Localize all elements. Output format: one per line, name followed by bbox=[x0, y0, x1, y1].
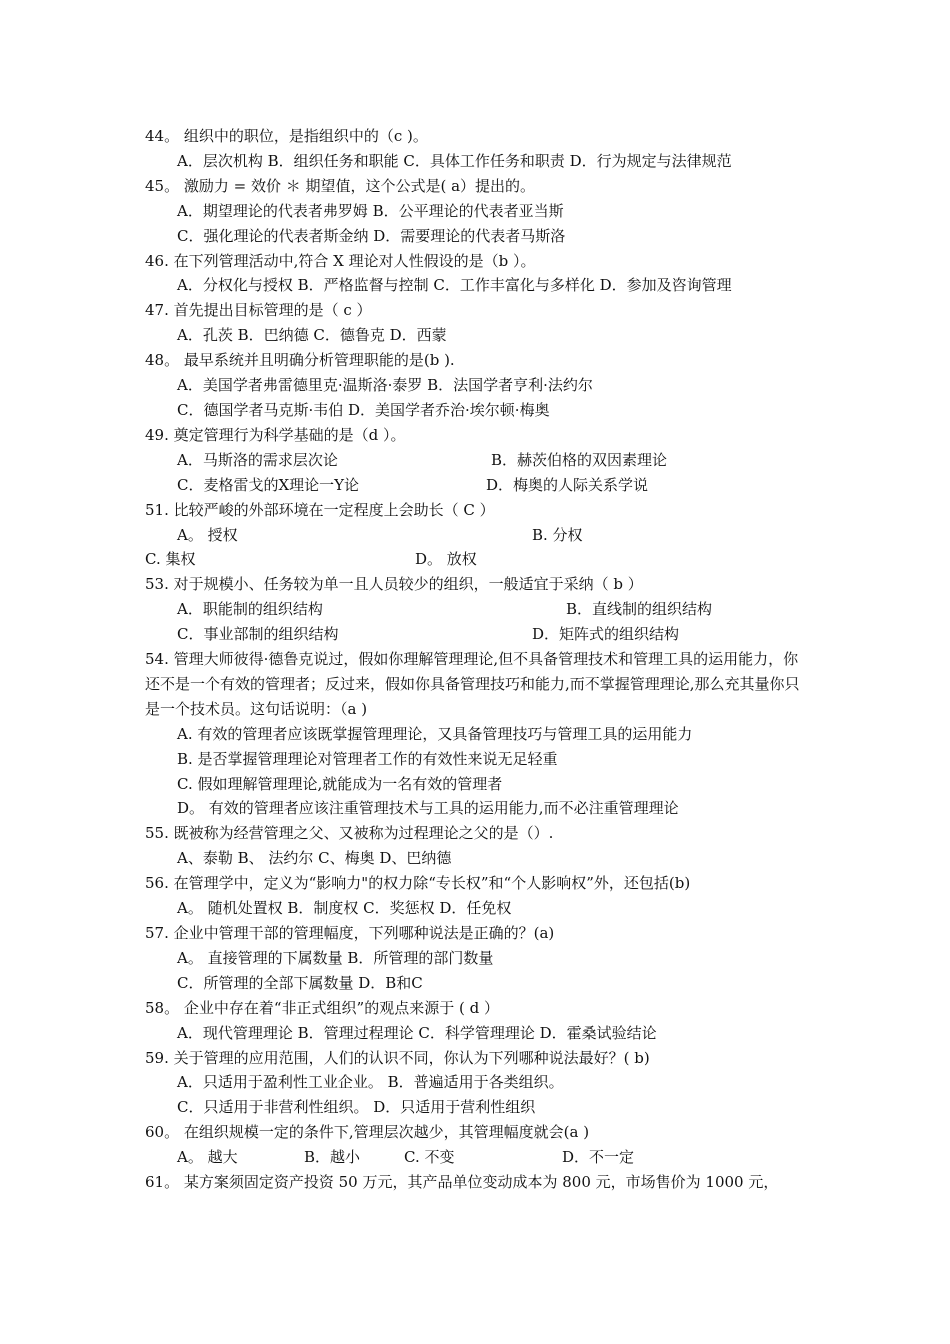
q48-stem: 48。 最早系统并且明确分析管理职能的是(b ). bbox=[145, 351, 455, 370]
q51-option-b: B. 分权 bbox=[532, 525, 583, 544]
q51-option-d: D。 放权 bbox=[415, 550, 477, 569]
q60-option-c: C. 不变 bbox=[404, 1148, 455, 1167]
q49-option-d: D．梅奥的人际关系学说 bbox=[486, 475, 649, 494]
q53-option-c: C．事业部制的组织结构 bbox=[177, 625, 339, 644]
q46-stem: 46. 在下列管理活动中,符合 X 理论对人性假设的是（b ）。 bbox=[145, 251, 536, 270]
q48-options-line-1: A．美国学者弗雷德里克·温斯洛·泰罗 B．法国学者亨利·法约尔 bbox=[177, 376, 593, 395]
q45-stem: 45。 激励力 = 效价 ＊ 期望值，这个公式是( a）提出的。 bbox=[145, 176, 536, 195]
q51-option-a: A。 授权 bbox=[177, 525, 238, 544]
q49-options-row-1 bbox=[145, 448, 810, 473]
q58-options: A．现代管理理论 B．管理过程理论 C．科学管理理论 D．霍桑试验结论 bbox=[177, 1023, 657, 1042]
q57-options-line-1: A。 直接管理的下属数量 B．所管理的部门数量 bbox=[177, 948, 494, 967]
q55-options: A、泰勒 B、 法约尔 C、梅奥 D、巴纳德 bbox=[177, 849, 452, 868]
q49-option-c: C．麦格雷戈的Ⅹ理论一Y论 bbox=[177, 475, 360, 494]
q56-stem: 56. 在管理学中，定义为“影响力"的权力除“专长权”和“个人影响权”外，还包括(b) bbox=[145, 874, 691, 893]
q49-option-a: A．马斯洛的需求层次论 bbox=[177, 450, 338, 469]
q54-option-a: A. 有效的管理者应该既掌握管理理论，又具备管理技巧与管理工具的运用能力 bbox=[177, 724, 693, 743]
q53-option-d: D．矩阵式的组织结构 bbox=[532, 625, 680, 644]
q51-options-row-1 bbox=[145, 523, 810, 548]
q47-options: A．孔茨 B．巴纳德 C．德鲁克 D．西蒙 bbox=[177, 326, 447, 345]
document-page bbox=[145, 124, 810, 1195]
q51-stem: 51. 比较严峻的外部环境在一定程度上会助长（ C ） bbox=[145, 500, 495, 519]
q54-option-d: D。 有效的管理者应该注重管理技术与工具的运用能力,而不必注重管理理论 bbox=[177, 799, 679, 818]
q53-options-row-2 bbox=[145, 622, 810, 647]
q49-option-b: B．赫茨伯格的双因素理论 bbox=[491, 450, 668, 469]
q48-options-line-2: C．德国学者马克斯·韦伯 D．美国学者乔治·埃尔顿·梅奥 bbox=[177, 400, 550, 419]
q53-options-row-1 bbox=[145, 597, 810, 622]
q54-option-c: C. 假如理解管理理论,就能成为一名有效的管理者 bbox=[177, 774, 503, 793]
q60-option-d: D．不一定 bbox=[562, 1148, 635, 1167]
q57-options-line-2: C．所管理的全部下属数量 D．B和C bbox=[177, 973, 423, 992]
q46-options: A．分权化与授权 B．严格监督与控制 C．工作丰富化与多样化 D．参加及咨询管理 bbox=[177, 276, 732, 295]
q51-options-row-2 bbox=[145, 547, 810, 572]
q44-options: A．层次机构 B．组织任务和职能 C．具体工作任务和职责 D．行为规定与法律规范 bbox=[177, 151, 732, 170]
q55-stem: 55. 既被称为经营管理之父、又被称为过程理论之父的是（）. bbox=[145, 824, 554, 843]
q59-options-line-2: C．只适用于非营利性组织。 D．只适用于营利性组织 bbox=[177, 1098, 536, 1117]
q56-options: A。 随机处置权 B．制度权 C．奖惩权 D．任免权 bbox=[177, 899, 512, 918]
q61-stem: 61。 某方案须固定资产投资 50 万元，其产品单位变动成本为 800 元，市场售价为 1000 元， bbox=[145, 1173, 779, 1192]
q54-option-b: B. 是否掌握管理理论对管理者工作的有效性来说无足轻重 bbox=[177, 749, 558, 768]
q49-stem: 49. 奠定管理行为科学基础的是（d ）。 bbox=[145, 425, 406, 444]
q57-stem: 57. 企业中管理干部的管理幅度，下列哪种说法是正确的？(a) bbox=[145, 924, 555, 942]
q49-options-row-2 bbox=[145, 473, 810, 498]
q58-stem: 58。 企业中存在着“非正式组织”的观点来源于 ( d ） bbox=[145, 998, 499, 1017]
q51-option-c: C. 集权 bbox=[145, 550, 196, 569]
q60-options bbox=[145, 1145, 810, 1170]
q60-option-b: B．越小 bbox=[304, 1148, 361, 1167]
q53-option-b: B．直线制的组织结构 bbox=[566, 600, 713, 619]
q60-stem: 60。 在组织规模一定的条件下,管理层次越少，其管理幅度就会(a ) bbox=[145, 1123, 590, 1142]
q60-option-a: A。 越大 bbox=[177, 1148, 238, 1167]
q44-stem: 44。 组织中的职位，是指组织中的（c )。 bbox=[145, 127, 428, 145]
q59-stem: 59. 关于管理的应用范围，人们的认识不同，你认为下列哪种说法最好？( b) bbox=[145, 1048, 650, 1067]
q53-stem: 53. 对于规模小、任务较为单一且人员较少的组织，一般适宜于采纳（ b ） bbox=[145, 575, 643, 594]
q59-options-line-1: A．只适用于盈利性工业企业。 B．普遍适用于各类组织。 bbox=[177, 1073, 564, 1092]
q45-options-line-1: A．期望理论的代表者弗罗姆 B．公平理论的代表者亚当斯 bbox=[177, 201, 564, 220]
q53-option-a: A．职能制的组织结构 bbox=[177, 600, 323, 619]
q45-options-line-2: C．强化理论的代表者斯金纳 D．需要理论的代表者马斯洛 bbox=[177, 226, 566, 245]
q47-stem: 47. 首先提出目标管理的是（ c ） bbox=[145, 301, 372, 320]
q54-stem: 54. 管理大师彼得·德鲁克说过，假如你理解管理理论,但不具备管理技术和管理工具的运用能力，你还不是一个有效的管理者；反过来，假如你具备管理技巧和能力,而不掌握管理理论,那么充其量你只是一个技术员。这句话说明：（a ) bbox=[145, 650, 800, 718]
